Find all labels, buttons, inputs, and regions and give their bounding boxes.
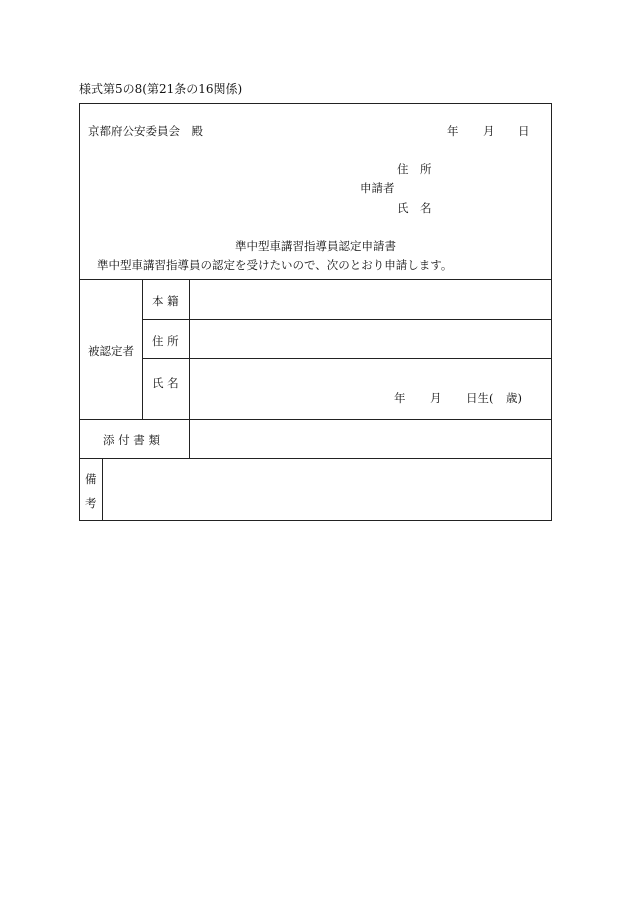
application-statement: 準中型車講習指導員の認定を受けたいので、次のとおり申請します。 [97, 258, 453, 272]
date-month-label: 月 [483, 124, 495, 138]
applicant-name-label: 氏 名 [397, 201, 432, 215]
subject-address-label: 住 所 [152, 334, 179, 348]
birth-year-label: 年 [394, 391, 406, 405]
birth-month-label: 月 [430, 391, 442, 405]
addressee: 京都府公安委員会 殿 [88, 124, 203, 138]
domicile-label: 本 籍 [152, 294, 179, 308]
divider [102, 458, 103, 520]
divider [80, 419, 551, 420]
form-title: 準中型車講習指導員認定申請書 [235, 239, 396, 253]
applicant-address-label: 住 所 [397, 162, 432, 176]
remarks-label-bottom: 考 [85, 496, 97, 510]
divider [80, 279, 551, 280]
application-form [79, 103, 552, 521]
divider [189, 279, 190, 458]
divider [142, 358, 551, 359]
remarks-label-top: 備 [85, 472, 97, 486]
date-day-label: 日 [518, 124, 530, 138]
birth-day-label: 日生( [466, 391, 494, 405]
applicant-label: 申請者 [360, 181, 395, 195]
divider [142, 319, 551, 320]
subject-label: 被認定者 [88, 344, 134, 358]
form-number: 様式第5の8(第21条の16関係) [79, 82, 243, 96]
divider [142, 279, 143, 419]
age-label: 歳) [506, 391, 522, 405]
subject-name-label: 氏 名 [152, 376, 179, 390]
attachments-label: 添 付 書 類 [103, 433, 160, 447]
divider [80, 458, 551, 459]
date-year-label: 年 [447, 124, 459, 138]
